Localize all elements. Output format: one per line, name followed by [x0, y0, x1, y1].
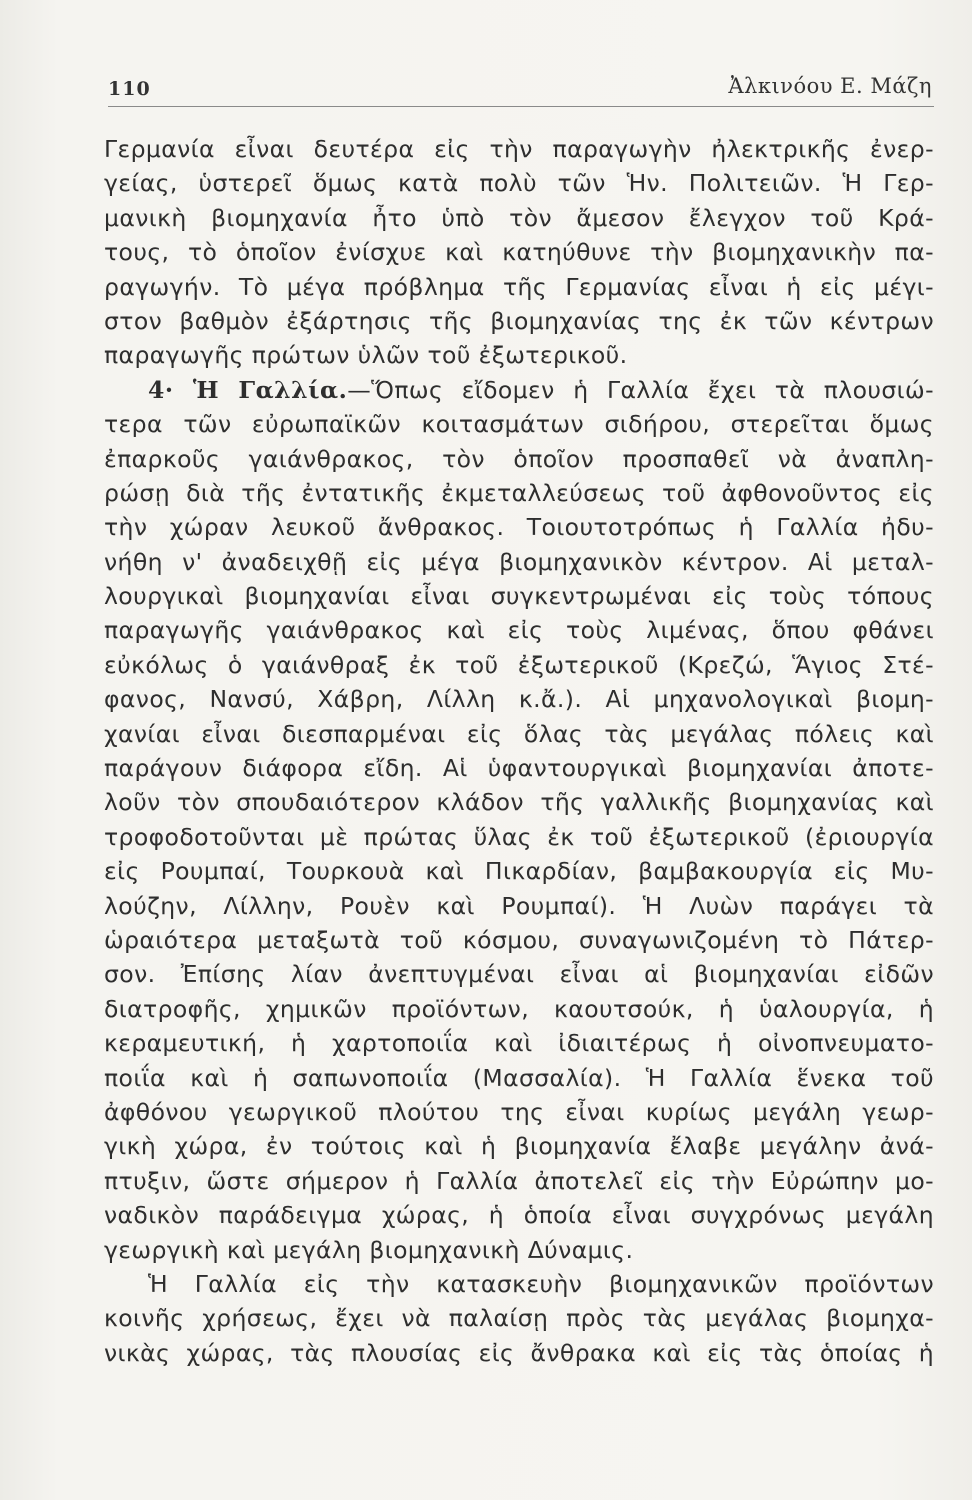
text-line: κοινῆς χρήσεως, ἔχει νὰ παλαίσῃ πρὸς τὰς μεγάλας βιομηχα-: [104, 1304, 934, 1333]
text-line: γικὴ χώρα, ἐν τούτοις καὶ ἡ βιομηχανία ἔλαβε μεγάλην ἀνά-: [104, 1132, 934, 1161]
header-rule: [108, 106, 934, 107]
text-line: πτυξιν, ὥστε σήμερον ἡ Γαλλία ἀποτελεῖ εἰς τὴν Εὐρώπην μο-: [104, 1166, 934, 1195]
text-line: τὴν χώραν λευκοῦ ἄνθρακος. Τοιουτοτρόπως ἡ Γαλλία ἠδυ-: [104, 513, 934, 542]
text-line: φανος, Νανσύ, Χάβρη, Λίλλη κ.ἄ.). Αἱ μηχανολογικαὶ βιομη-: [104, 685, 934, 714]
text-line: [104, 373, 934, 407]
text-line: μανικὴ βιομηχανία ἦτο ὑπὸ τὸν ἄμεσον ἔλεγχον τοῦ Κρά-: [104, 203, 934, 232]
text-line: νικὰς χώρας, τὰς πλουσίας εἰς ἄνθρακα καὶ εἰς τὰς ὁποίας ἡ: [104, 1338, 934, 1367]
text-line: Γερμανία εἶναι δευτέρα εἰς τὴν παραγωγὴν ἠλεκτρικῆς ἐνερ-: [104, 135, 934, 163]
text-line: τερα τῶν εὐρωπαϊκῶν κοιτασμάτων σιδήρου, στερεῖται ὅμως: [104, 410, 934, 439]
text-line: ναδικὸν παράδειγμα χώρας, ἡ ὁποία εἶναι συγχρόνως μεγάλη: [104, 1201, 934, 1230]
text-line-rest: —Ὅπως εἴδομεν ἡ Γαλλία ἔχει τὰ πλουσιώ-: [347, 375, 934, 404]
text-line: παράγουν διάφορα εἴδη. Αἱ ὑφαντουργικαὶ βιομηχανίαι ἀποτε-: [104, 754, 934, 783]
text-line: γεωργικὴ καὶ μεγάλη βιομηχανικὴ Δύναμις.: [104, 1235, 634, 1264]
paragraph: [104, 373, 934, 1267]
text-line: ποιΐα καὶ ἡ σαπωνοποιΐα (Μασσαλία). Ἡ Γαλλία ἕνεκα τοῦ: [104, 1063, 934, 1092]
section-heading: 4· Ἡ Γαλλία.: [148, 375, 348, 404]
text-line: στον βαθμὸν ἐξάρτησις τῆς βιομηχανίας της ἐκ τῶν κέντρων: [104, 306, 934, 335]
text-line: σον. Ἐπίσης λίαν ἀνεπτυγμέναι εἶναι αἱ βιομηχανίαι εἰδῶν: [104, 960, 934, 989]
text-line: γείας, ὑστερεῖ ὅμως κατὰ πολὺ τῶν Ἡν. Πολιτειῶν. Ἡ Γερ-: [104, 169, 934, 198]
text-line: εἰς Ρουμπαί, Τουρκουὰ καὶ Πικαρδίαν, βαμβακουργία εἰς Μυ-: [104, 857, 934, 886]
text-line: κεραμευτική, ἡ χαρτοποιΐα καὶ ἰδιαιτέρως ἡ οἰνοπνευματο-: [104, 1029, 934, 1058]
paragraph: [104, 1267, 934, 1370]
page-number: 110: [108, 78, 151, 100]
text-line: τους, τὸ ὁποῖον ἐνίσχυε καὶ κατηύθυνε τὴν βιομηχανικὴν πα-: [104, 238, 934, 267]
text-line: λούζην, Λίλλην, Ρουὲν καὶ Ρουμπαί). Ἡ Λυὼν παράγει τὰ: [104, 891, 934, 920]
text-line: παραγωγῆς πρώτων ὑλῶν τοῦ ἐξωτερικοῦ.: [104, 341, 628, 370]
page-header: [108, 70, 934, 106]
text-line: λουργικαὶ βιομηχανίαι εἶναι συγκεντρωμέναι εἰς τοὺς τόπους: [104, 582, 934, 611]
text-line: εὐκόλως ὁ γαιάνθραξ ἐκ τοῦ ἐξωτερικοῦ (Κρεζώ, Ἅγιος Στέ-: [104, 650, 934, 679]
text-line: ραγωγήν. Τὸ μέγα πρόβλημα τῆς Γερμανίας εἶναι ἡ εἰς μέγι-: [104, 272, 934, 301]
text-line: διατροφῆς, χημικῶν προϊόντων, καουτσούκ, ἡ ὑαλουργία, ἡ: [104, 994, 934, 1023]
text-line: λοῦν τὸν σπουδαιότερον κλάδον τῆς γαλλικῆς βιομηχανίας καὶ: [104, 788, 934, 817]
text-line: ὡραιότερα μεταξωτὰ τοῦ κόσμου, συναγωνιζομένη τὸ Πάτερ-: [104, 925, 934, 954]
text-line: τροφοδοτοῦνται μὲ πρώτας ὕλας ἐκ τοῦ ἐξωτερικοῦ (ἐριουργία: [104, 822, 934, 851]
text-line: ἀφθόνου γεωργικοῦ πλούτου της εἶναι κυρίως μεγάλη γεωρ-: [104, 1097, 934, 1126]
paragraph: [104, 132, 934, 373]
body-text: [104, 132, 934, 1370]
text-line: ἐπαρκοῦς γαιάνθρακος, τὸν ὁποῖον προσπαθεῖ νὰ ἀναπλη-: [104, 444, 934, 473]
text-line: ρώσῃ διὰ τῆς ἐντατικῆς ἐκμεταλλεύσεως τοῦ ἀφθονοῦντος εἰς: [104, 478, 934, 507]
text-line: χανίαι εἶναι διεσπαρμέναι εἰς ὅλας τὰς μεγάλας πόλεις καὶ: [104, 719, 934, 748]
text-line: νήθη ν' ἀναδειχθῇ εἰς μέγα βιομηχανικὸν κέντρον. Αἱ μεταλ-: [104, 547, 934, 576]
text-line: παραγωγῆς γαιάνθρακος καὶ εἰς τοὺς λιμένας, ὅπου φθάνει: [104, 616, 934, 645]
running-head: Ἀλκινόου Ε. Μάζη: [728, 74, 932, 98]
text-line: Ἡ Γαλλία εἰς τὴν κατασκευὴν βιομηχανικῶν προϊόντων: [148, 1269, 934, 1298]
